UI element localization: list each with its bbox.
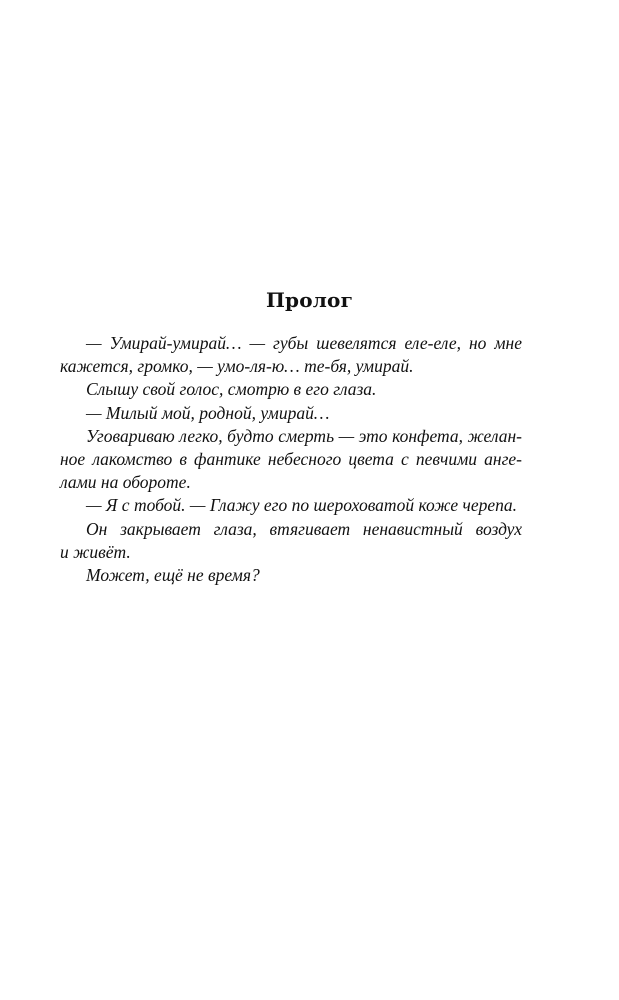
text-line: — Умирай-умирай… — губы шевелятся еле-еле, но мне bbox=[86, 333, 522, 353]
chapter-body bbox=[60, 332, 522, 587]
chapter-title: Пролог bbox=[265, 288, 354, 312]
text-line: ное лакомство в фантике небесного цвета с певчими анге- bbox=[60, 449, 522, 470]
text-line: Он закрывает глаза, втягивает ненавистный воздух bbox=[86, 518, 522, 539]
text-line: лами на обороте. bbox=[60, 472, 191, 493]
text-line: Слышу свой голос, смотрю в его глаза. bbox=[86, 379, 377, 400]
text-line: Может, ещё не время? bbox=[86, 565, 260, 586]
text-line: и живёт. bbox=[60, 541, 131, 562]
text-line: кажется, громко, — умо-ля-ю… те-бя, умирай. bbox=[60, 356, 414, 377]
text-line: — Милый мой, родной, умирай… bbox=[86, 402, 330, 423]
text-line: — Я с тобой. — Глажу его по шероховатой коже черепа. bbox=[86, 495, 517, 516]
text-line: Уговариваю легко, будто смерть — это конфета, желан- bbox=[86, 425, 522, 446]
